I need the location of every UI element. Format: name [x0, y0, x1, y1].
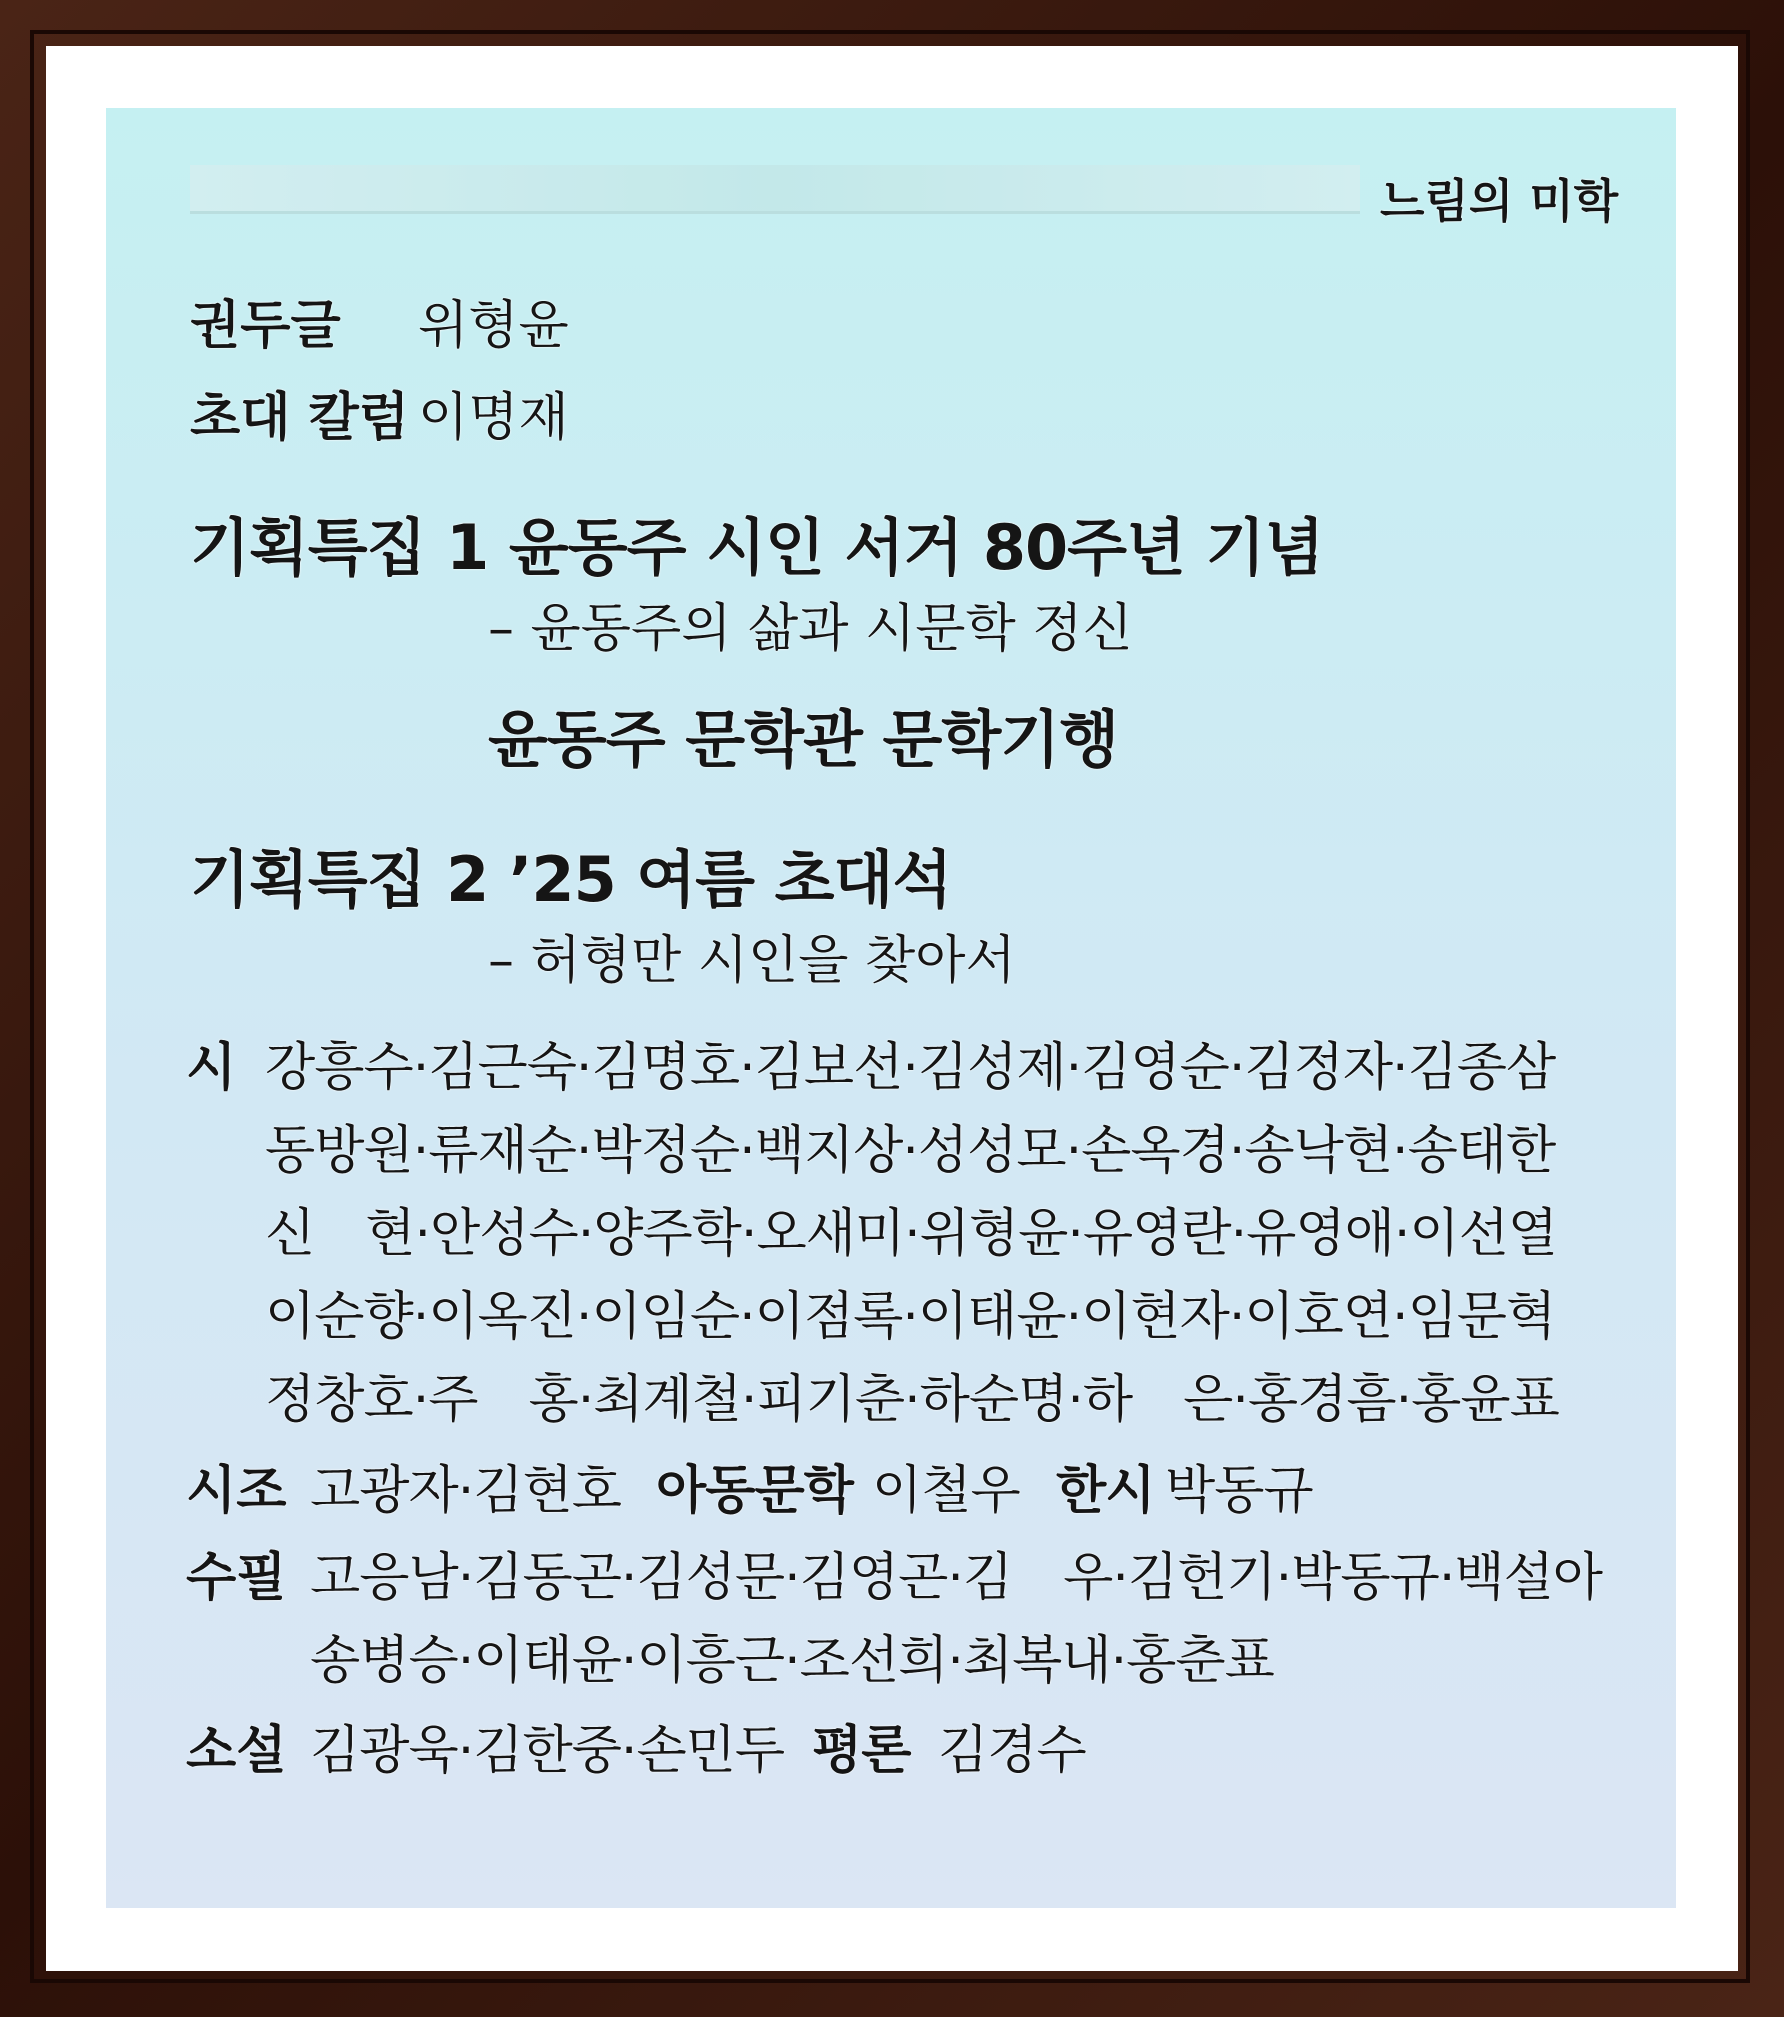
poetry-line: 이순향·이옥진·이임순·이점록·이태윤·이현자·이호연·임문혁: [265, 1287, 1556, 1347]
header-tag: 느림의 미학: [1380, 174, 1619, 228]
gwondugeul-author: 위형윤: [418, 296, 569, 356]
header-strip: [190, 165, 1360, 214]
novel-authors: 김광욱·김한중·손민두: [310, 1721, 785, 1781]
column-label: 초대 칼럼: [190, 388, 410, 448]
special2-subtitle: – 허형만 시인을 찾아서: [488, 931, 1016, 991]
hansi-label: 한시: [1056, 1461, 1155, 1521]
special1-title: 기획특집 1 윤동주 시인 서거 80주년 기념: [190, 511, 1324, 584]
criticism-label: 평론: [812, 1721, 911, 1781]
sijo-label: 시조: [186, 1461, 287, 1521]
children-lit-label: 아동문학: [656, 1461, 853, 1521]
novel-label: 소설: [186, 1721, 287, 1781]
gwondugeul-label: 권두글: [190, 296, 341, 356]
essay-line: 고응남·김동곤·김성문·김영곤·김 우·김헌기·박동규·백설아: [310, 1548, 1603, 1608]
criticism-author: 김경수: [938, 1721, 1086, 1781]
essay-label: 수필: [186, 1548, 287, 1608]
sijo-authors: 고광자·김현호: [310, 1461, 621, 1521]
poetry-label: 시: [186, 1038, 237, 1098]
special1-subtitle: – 윤동주의 삶과 시문학 정신: [488, 599, 1133, 659]
poetry-line: 정창호·주 홍·최계철·피기춘·하순명·하 은·홍경흠·홍윤표: [265, 1370, 1559, 1430]
hansi-author: 박동규: [1165, 1461, 1313, 1521]
special1-feature: 윤동주 문학관 문학기행: [488, 703, 1119, 776]
poetry-line: 강흥수·김근숙·김명호·김보선·김성제·김영순·김정자·김종삼: [265, 1038, 1556, 1098]
children-lit-author: 이철우: [872, 1461, 1020, 1521]
poetry-line: 신 현·안성수·양주학·오새미·위형윤·유영란·유영애·이선열: [265, 1204, 1558, 1264]
column-author: 이명재: [418, 388, 569, 448]
essay-line: 송병승·이태윤·이흥근·조선희·최복내·홍춘표: [310, 1631, 1274, 1691]
poetry-line: 동방원·류재순·박정순·백지상·성성모·손옥경·송낙현·송태한: [265, 1121, 1556, 1181]
special2-title: 기획특집 2 ’25 여름 초대석: [190, 843, 952, 916]
